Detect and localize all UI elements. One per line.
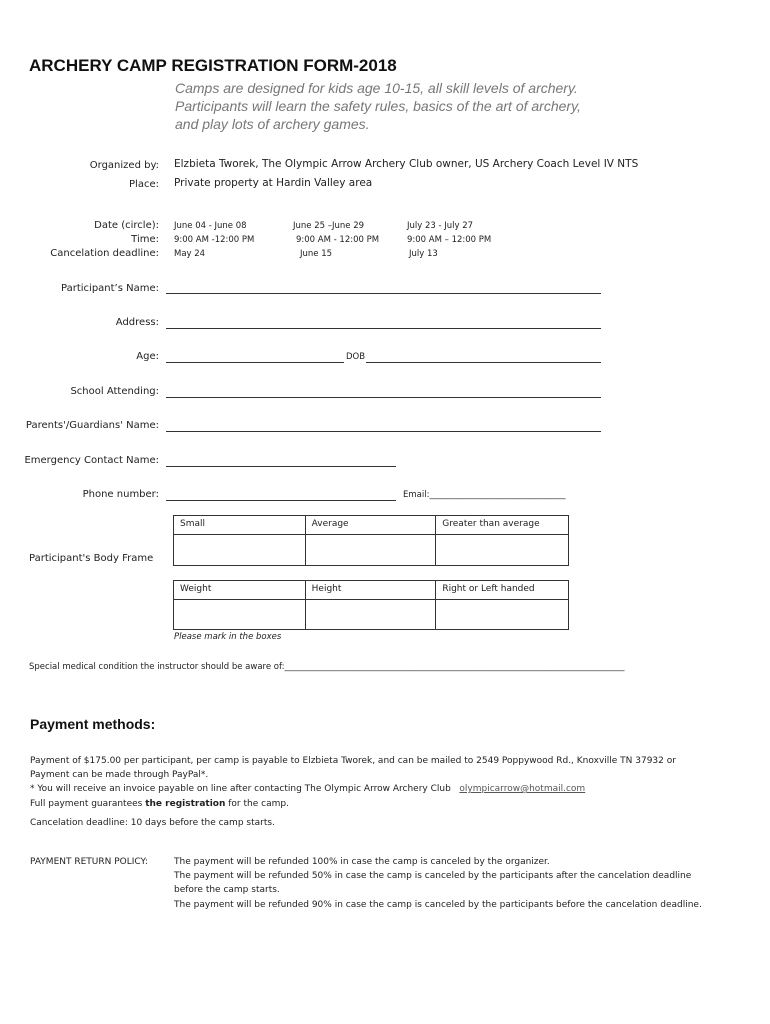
payment-line-4-pre: Full payment guarantees <box>30 799 146 809</box>
parents-label: Parents'/Guardians' Name: <box>25 420 159 431</box>
average-box[interactable] <box>305 535 436 566</box>
emergency-label: Emergency Contact Name: <box>24 455 159 466</box>
session-3-deadline: July 13 <box>409 249 438 259</box>
date-label: Date (circle): <box>94 220 159 231</box>
payment-line-5: Cancelation deadline: 10 days before the camp starts. <box>30 818 275 828</box>
payment-line-3-text: * You will receive an invoice payable on line after contacting The Olympic Arrow Archery Club <box>30 784 451 794</box>
age-field[interactable] <box>166 362 344 363</box>
place-label: Place: <box>129 179 159 190</box>
greater-header: Greater than average <box>436 516 569 535</box>
payment-line-4 <box>30 799 289 809</box>
email-field[interactable]: Email:________________________________ <box>403 490 566 500</box>
return-policy-label: PAYMENT RETURN POLICY: <box>30 857 148 867</box>
session-1-time: 9:00 AM -12:00 PM <box>174 235 255 245</box>
intro-line-2: Participants will learn the safety rules, basics of the art of archery, <box>175 98 581 114</box>
place-value: Private property at Hardin Valley area <box>174 177 373 189</box>
age-label: Age: <box>136 351 159 362</box>
body-frame-label: Participant's Body Frame <box>29 553 154 564</box>
address-field[interactable] <box>166 328 601 329</box>
parents-field[interactable] <box>166 431 601 432</box>
return-policy-line-4: The payment will be refunded 90% in case the camp is canceled by the participants before the cancelation deadline. <box>174 900 702 910</box>
address-label: Address: <box>115 317 159 328</box>
greater-box[interactable] <box>436 535 569 566</box>
organizer-label: Organized by: <box>89 160 159 171</box>
page-title: ARCHERY CAMP REGISTRATION FORM-2018 <box>29 56 397 75</box>
intro-line-3: and play lots of archery games. <box>175 116 370 132</box>
weight-header: Weight <box>174 581 306 600</box>
height-header: Height <box>305 581 436 600</box>
body-frame-table <box>173 515 569 566</box>
session-2-deadline: June 15 <box>300 249 333 259</box>
payment-line-4-bold: the registration <box>145 799 226 809</box>
medical-field[interactable]: Special medical condition the instructor should be aware of:________________________________________________________________________________ <box>29 662 625 672</box>
average-header: Average <box>305 516 436 535</box>
school-field[interactable] <box>166 397 601 398</box>
intro-line-1: Camps are designed for kids age 10-15, all skill levels of archery. <box>175 80 578 96</box>
return-policy-line-3: before the camp starts. <box>174 885 280 895</box>
session-2-time: 9:00 AM - 12:00 PM <box>296 235 380 245</box>
participant-name-field[interactable] <box>166 293 601 294</box>
handed-header: Right or Left handed <box>436 581 569 600</box>
small-box[interactable] <box>174 535 306 566</box>
payment-line-1: Payment of $175.00 per participant, per camp is payable to Elzbieta Tworek, and can be mailed to 2549 Poppywood Rd., Knoxville TN 37932 or <box>30 756 676 766</box>
height-box[interactable] <box>305 600 436 630</box>
deadline-label: Cancelation deadline: <box>50 248 159 259</box>
return-policy-line-2: The payment will be refunded 50% in case the camp is canceled by the participants after the cancelation deadline <box>174 871 692 881</box>
payment-heading: Payment methods: <box>30 716 156 732</box>
body-frame-note: Please mark in the boxes <box>174 632 282 642</box>
email-link[interactable]: olympicarrow@hotmail.com <box>459 784 586 794</box>
return-policy-line-1: The payment will be refunded 100% in case the camp is canceled by the organizer. <box>174 857 550 867</box>
participant-name-label: Participant’s Name: <box>61 283 159 294</box>
organizer-value: Elzbieta Tworek, The Olympic Arrow Archery Club owner, US Archery Coach Level IV NTS <box>174 158 639 170</box>
session-2-date[interactable]: June 25 –June 29 <box>293 221 365 231</box>
session-1-deadline: May 24 <box>174 249 206 259</box>
measurements-table <box>173 580 569 630</box>
weight-box[interactable] <box>174 600 306 630</box>
session-3-time: 9:00 AM – 12:00 PM <box>407 235 492 245</box>
phone-field[interactable] <box>166 500 396 501</box>
dob-label: DOB <box>346 352 366 362</box>
phone-label: Phone number: <box>82 489 159 500</box>
payment-line-4-post: for the camp. <box>225 799 289 809</box>
time-label: Time: <box>131 234 159 245</box>
payment-line-3 <box>30 784 585 794</box>
handed-box[interactable] <box>436 600 569 630</box>
payment-line-2: Payment can be made through PayPal*. <box>30 770 209 780</box>
emergency-field[interactable] <box>166 466 396 467</box>
session-1-date[interactable]: June 04 - June 08 <box>174 221 247 231</box>
dob-field[interactable] <box>366 362 601 363</box>
school-label: School Attending: <box>70 386 159 397</box>
small-header: Small <box>174 516 306 535</box>
session-3-date[interactable]: July 23 - July 27 <box>407 221 474 231</box>
